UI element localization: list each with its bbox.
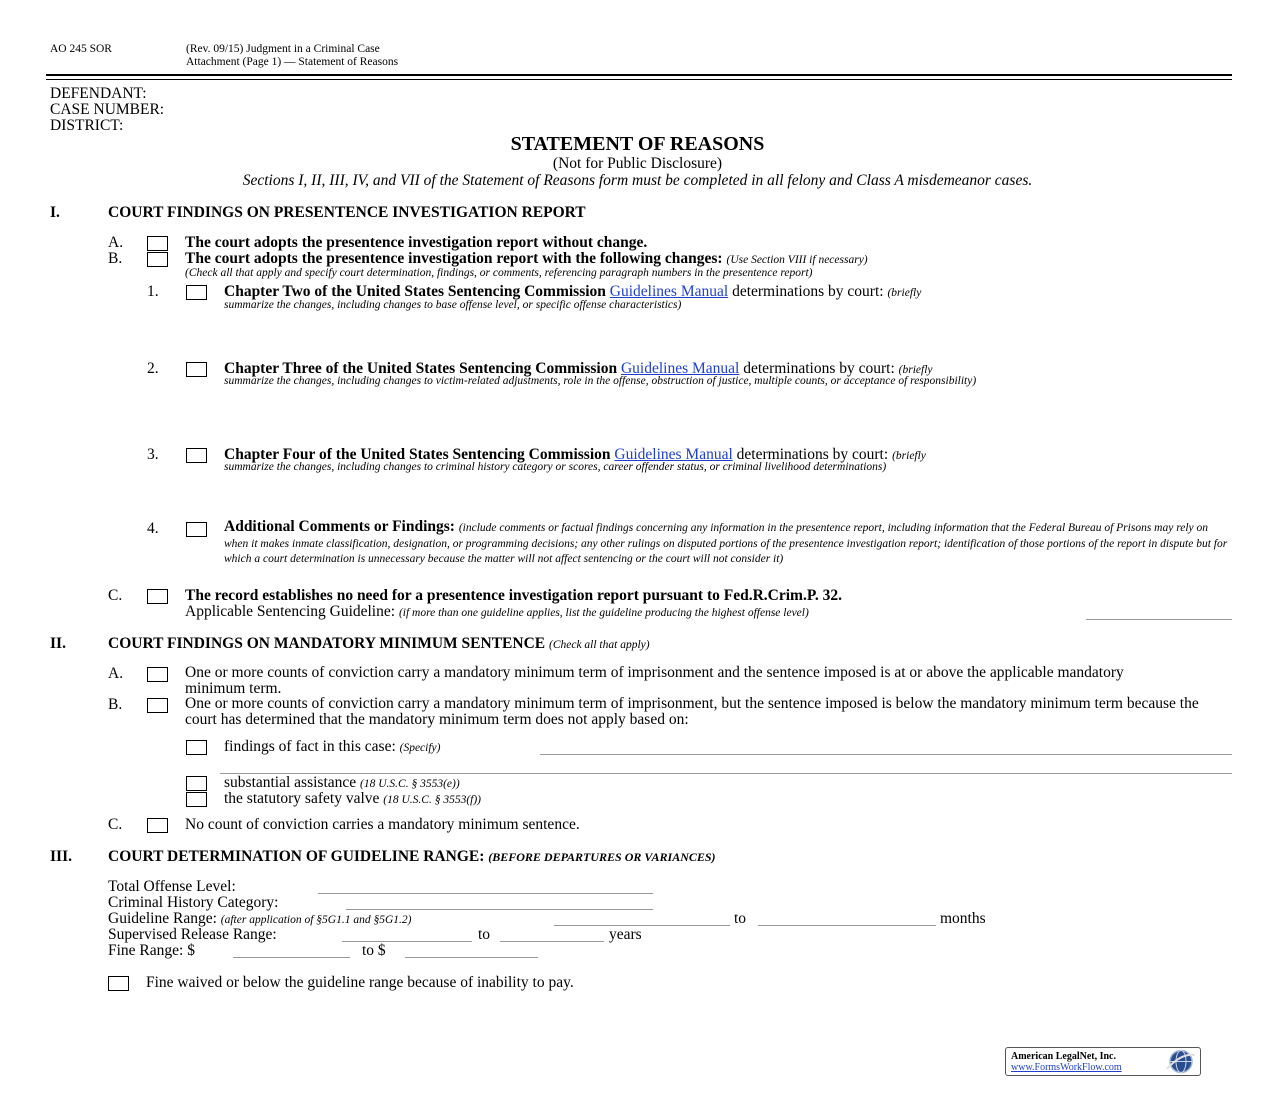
substantial-text: substantial assistance: [224, 774, 357, 791]
total-offense-label: Total Offense Level:: [108, 878, 236, 895]
section3-heading-note: (BEFORE DEPARTURES OR VARIANCES): [488, 850, 716, 864]
s1-item2-determinations: determinations by court:: [743, 360, 895, 377]
case-number-label: CASE NUMBER:: [50, 101, 165, 118]
s2-b-checkbox[interactable]: [147, 698, 168, 713]
criminal-history-label: Criminal History Category:: [108, 894, 279, 911]
section2-heading-note: (Check all that apply): [548, 639, 650, 651]
fine-waived-checkbox[interactable]: [108, 976, 129, 991]
substantial-note: (18 U.S.C. § 3553(e)): [360, 778, 460, 790]
s1-b-text: The court adopts the presentence investigation report with the following changes:: [185, 250, 723, 267]
s1-item4-num: 4.: [147, 520, 159, 537]
s1-item3-checkbox[interactable]: [186, 448, 207, 463]
fine-range-to-input[interactable]: [405, 957, 538, 958]
section1-heading: COURT FINDINGS ON PRESENTENCE INVESTIGATION REPORT: [108, 204, 586, 221]
guidelines-manual-link-3[interactable]: Guidelines Manual: [614, 446, 733, 463]
instruction-line: Sections I, II, III, IV, and VII of the Statement of Reasons form must be completed in all felony and Class A misdemeanor cases.: [242, 172, 1033, 189]
s1-a-checkbox[interactable]: [147, 236, 168, 251]
globe-icon: [1164, 1049, 1198, 1074]
findings-line: [224, 738, 441, 756]
supervised-label: Supervised Release Range:: [108, 926, 277, 943]
s2-c-label: C.: [108, 816, 123, 833]
guideline-range-to: to: [734, 910, 747, 927]
findings-checkbox[interactable]: [186, 740, 207, 755]
s1-item1-note-start: (briefly: [887, 287, 922, 299]
section2-num: II.: [50, 635, 66, 652]
rev-line: (Rev. 09/15) Judgment in a Criminal Case: [186, 43, 380, 55]
guideline-note: (if more than one guideline applies, list the guideline producing the highest offense level): [398, 607, 809, 619]
s1-c-text: The record establishes no need for a presentence investigation report pursuant to Fed.R.Crim.P. 32.: [185, 587, 843, 604]
s1-item3-note-start: (briefly: [892, 450, 926, 462]
s1-item1-determinations: determinations by court:: [732, 283, 884, 300]
s2-b-text: One or more counts of conviction carry a mandatory minimum term of imprisonment, but the sentence imposed is below the mandatory minimum term because the court has determined that the mandatory minimum term does not apply based on:: [185, 695, 1199, 728]
section2-heading-line: [108, 635, 650, 653]
s1-item1-checkbox[interactable]: [186, 285, 207, 300]
s2-c-checkbox[interactable]: [147, 818, 168, 833]
footer-company: American LegalNet, Inc.: [1011, 1051, 1116, 1062]
s1-b-line: [185, 250, 868, 268]
safety-valve-checkbox[interactable]: [186, 792, 207, 807]
form-code: AO 245 SOR: [50, 43, 112, 55]
section3-num: III.: [50, 848, 72, 865]
section1-num: I.: [50, 204, 60, 221]
page-title: STATEMENT OF REASONS: [510, 133, 765, 155]
s1-item1-title: Chapter Two of the United States Sentencing Commission: [224, 283, 606, 300]
s1-c-label: C.: [108, 587, 123, 604]
s1-item3-num: 3.: [147, 446, 159, 463]
s1-item4-title: Additional Comments or Findings:: [224, 518, 455, 535]
s1-item2-note: summarize the changes, including changes to victim-related adjustments, role in the offense, obstruction of justice, multiple counts, or acceptance of responsibility): [224, 375, 977, 387]
guideline-line: [185, 603, 809, 621]
safety-valve-text: the statutory safety valve: [224, 790, 380, 807]
supervised-to-input[interactable]: [500, 941, 604, 942]
s1-item1-num: 1.: [147, 283, 159, 300]
guideline-input-line[interactable]: [1086, 619, 1232, 620]
fine-range-label: Fine Range: $: [108, 942, 195, 959]
findings-input-line[interactable]: [540, 754, 1232, 755]
page-subtitle: (Not for Public Disclosure): [552, 155, 723, 172]
s1-item2-checkbox[interactable]: [186, 362, 207, 377]
header-rule-thick: [46, 74, 1232, 76]
section2-heading: COURT FINDINGS ON MANDATORY MINIMUM SENTENCE: [108, 635, 546, 652]
s1-b-checkbox[interactable]: [147, 252, 168, 267]
supervised-years: years: [609, 926, 642, 943]
findings-text: findings of fact in this case:: [224, 738, 396, 755]
s1-item1-note: summarize the changes, including changes to base offense level, or specific offense characteristics): [224, 299, 682, 311]
findings-note: (Specify): [399, 742, 441, 754]
s1-item2-note-start: (briefly: [898, 364, 933, 376]
s1-item3-determinations: determinations by court:: [736, 446, 889, 463]
s1-item4-checkbox[interactable]: [186, 522, 207, 537]
attachment-line: Attachment (Page 1) — Statement of Reasons: [186, 56, 399, 68]
s2-a-text: One or more counts of conviction carry a mandatory minimum term of imprisonment and the sentence imposed is at or above the applicable mandatory minimum term.: [185, 664, 1124, 697]
s1-item2-num: 2.: [147, 360, 159, 377]
footer-url[interactable]: www.FormsWorkFlow.com: [1011, 1062, 1122, 1073]
header-rule-thin: [46, 79, 1232, 80]
guideline-range-to-input[interactable]: [758, 925, 936, 926]
fine-range-to: to $: [362, 942, 386, 959]
s1-a-text: The court adopts the presentence investigation report without change.: [185, 234, 648, 251]
s2-a-label: A.: [108, 665, 124, 682]
defendant-label: DEFENDANT:: [50, 85, 147, 102]
guideline-range-label: Guideline Range:: [108, 910, 217, 927]
s2-a-checkbox[interactable]: [147, 667, 168, 682]
s1-item3-note: summarize the changes, including changes to criminal history category or scores, career offender status, or criminal livelihood determinations): [224, 461, 887, 473]
s1-b-note: (Use Section VIII if necessary): [726, 254, 868, 266]
section3-heading-line: [108, 848, 716, 866]
s1-item2-title: Chapter Three of the United States Sentencing Commission: [224, 360, 618, 377]
district-label: DISTRICT:: [50, 117, 124, 134]
guidelines-manual-link-2[interactable]: Guidelines Manual: [620, 360, 740, 377]
guideline-label: Applicable Sentencing Guideline:: [185, 603, 396, 620]
s1-item3-title: Chapter Four of the United States Sentencing Commission: [224, 446, 611, 463]
s1-item4-block: [224, 520, 1229, 567]
s1-b-instruction: (Check all that apply and specify court determination, findings, or comments, referencing paragraph numbers in the presentence report): [185, 267, 813, 279]
supervised-to: to: [478, 926, 491, 943]
footer-logo: [1005, 1047, 1201, 1076]
guideline-range-note: (after application of §5G1.1 and §5G1.2): [220, 914, 412, 926]
s1-c-checkbox[interactable]: [147, 589, 168, 604]
substantial-checkbox[interactable]: [186, 776, 207, 791]
guideline-range-from-input[interactable]: [554, 925, 730, 926]
guideline-range-months: months: [940, 910, 986, 927]
s1-a-label: A.: [108, 234, 124, 251]
safety-valve-note: (18 U.S.C. § 3553(f)): [383, 794, 482, 806]
s1-item4-note: (include comments or factual findings concerning any information in the presentence report, including information that the Federal Bureau of Prisons may rely on when it makes inmate classification, designation, or programming decisions; any other rulings on disputed portions of the presentence investigation report; identification of those portions of the report in dispute but for which a court determination is unnecessary because the matter will not affect sentencing or the court will not consider it): [224, 522, 1228, 565]
guidelines-manual-link-1[interactable]: Guidelines Manual: [609, 283, 729, 300]
s2-c-text: No count of conviction carries a mandatory minimum sentence.: [185, 816, 580, 833]
section3-heading: COURT DETERMINATION OF GUIDELINE RANGE:: [108, 848, 485, 865]
safety-valve-line: [224, 790, 481, 808]
fine-range-from-input[interactable]: [233, 957, 350, 958]
total-offense-input[interactable]: [318, 893, 653, 894]
s1-b-label: B.: [108, 250, 123, 267]
s2-b-label: B.: [108, 696, 123, 713]
fine-waived-text: Fine waived or below the guideline range because of inability to pay.: [146, 974, 574, 991]
